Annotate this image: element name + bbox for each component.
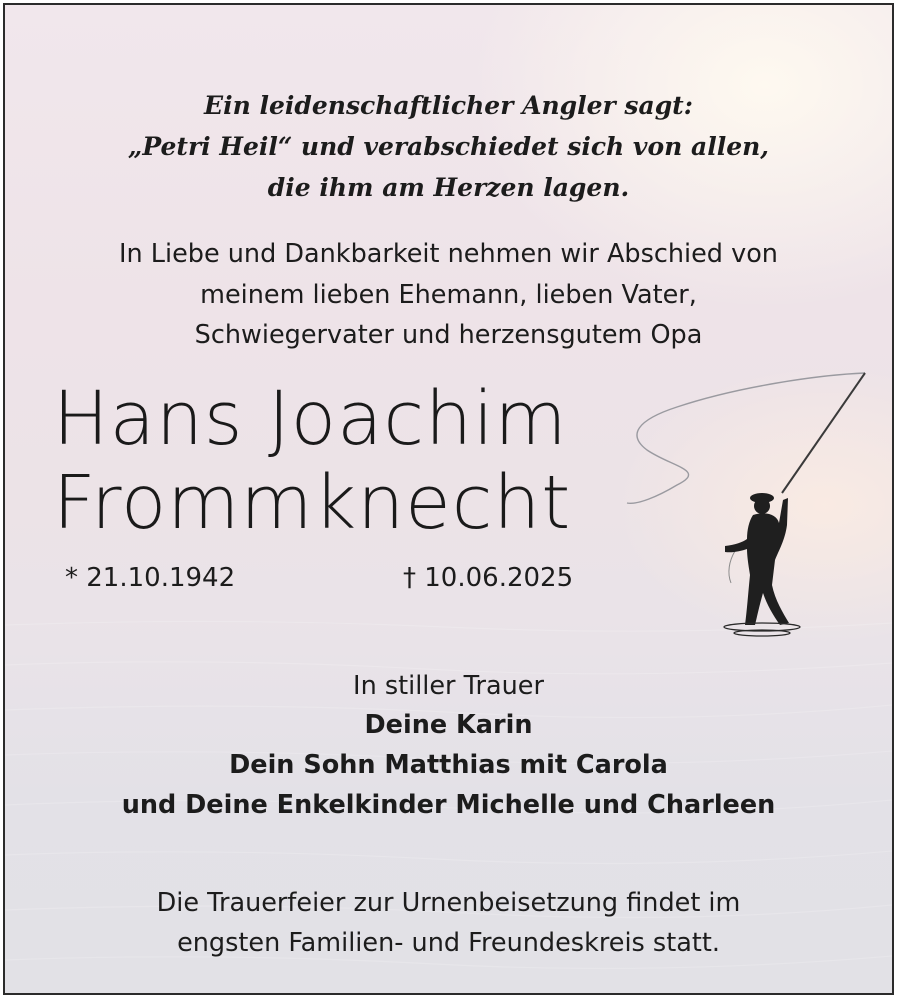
intro-line-1: In Liebe und Dankbarkeit nehmen wir Abschied von <box>119 239 778 269</box>
deceased-first-name: Hans Joachim <box>53 376 568 462</box>
notice-line-2: engsten Familien- und Freundeskreis statt. <box>177 928 720 958</box>
obituary-card <box>3 3 894 995</box>
birth-date: * 21.10.1942 <box>65 563 236 593</box>
quote-line-1: Ein leidenschaftlicher Angler sagt: <box>204 91 693 120</box>
quote-line-2: „Petri Heil“ und verabschiedet sich von allen, <box>127 132 769 161</box>
notice-line-1: Die Trauerfeier zur Urnenbeisetzung findet im <box>156 888 741 918</box>
intro-line-3: Schwiegervater und herzensgutem Opa <box>194 320 703 350</box>
death-date: † 10.06.2025 <box>403 563 574 593</box>
mourner-line-3: und Deine Enkelkinder Michelle und Charleen <box>121 790 776 820</box>
mourner-line-2: Dein Sohn Matthias mit Carola <box>229 750 668 780</box>
quote-line-3: die ihm am Herzen lagen. <box>267 173 630 202</box>
mourner-line-1: Deine Karin <box>364 710 533 740</box>
deceased-last-name: Frommknecht <box>53 460 572 546</box>
mourners-intro: In stiller Trauer <box>353 671 544 701</box>
fly-fisherman-silhouette-icon <box>617 365 877 645</box>
intro-line-2: meinem lieben Ehemann, lieben Vater, <box>200 280 697 310</box>
